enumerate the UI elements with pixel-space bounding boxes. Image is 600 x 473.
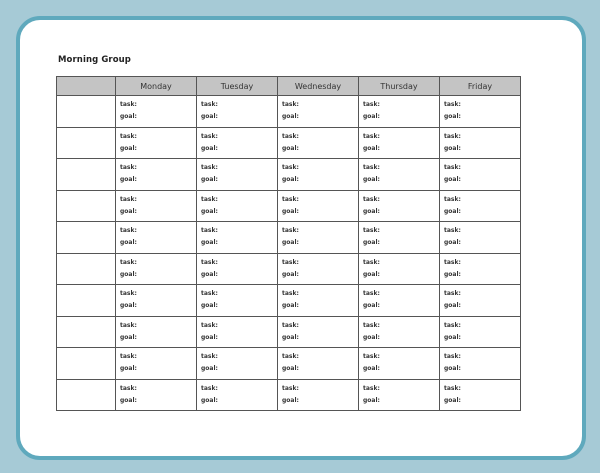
cell-thursday[interactable] xyxy=(359,96,440,128)
task-goal-block xyxy=(359,320,439,344)
goal-label: goal: xyxy=(363,365,380,373)
table-row xyxy=(57,127,521,159)
table-row xyxy=(57,379,521,411)
goal-label: goal: xyxy=(120,144,137,152)
task-goal-block xyxy=(278,131,358,155)
cell-friday[interactable] xyxy=(440,316,521,348)
task-goal-block xyxy=(359,194,439,218)
goal-label: goal: xyxy=(201,302,218,310)
task-goal-block xyxy=(197,288,277,312)
task-label: task: xyxy=(444,384,461,392)
goal-label: goal: xyxy=(363,333,380,341)
task-goal-block xyxy=(197,383,277,407)
goal-label: goal: xyxy=(120,113,137,121)
table-row xyxy=(57,159,521,191)
cell-thursday[interactable] xyxy=(359,379,440,411)
task-goal-block xyxy=(116,225,196,249)
goal-label: goal: xyxy=(282,176,299,184)
task-label: task: xyxy=(120,321,137,329)
task-label: task: xyxy=(120,164,137,172)
task-label: task: xyxy=(444,258,461,266)
task-label: task: xyxy=(282,353,299,361)
task-goal-block xyxy=(278,257,358,281)
cell-tuesday[interactable] xyxy=(197,159,278,191)
goal-label: goal: xyxy=(282,396,299,404)
task-goal-block xyxy=(116,288,196,312)
cell-monday[interactable] xyxy=(116,285,197,317)
task-goal-block xyxy=(278,162,358,186)
task-goal-block xyxy=(278,320,358,344)
cell-monday[interactable] xyxy=(116,127,197,159)
goal-label: goal: xyxy=(363,396,380,404)
task-goal-block xyxy=(278,288,358,312)
goal-label: goal: xyxy=(282,207,299,215)
cell-thursday[interactable] xyxy=(359,253,440,285)
task-label: task: xyxy=(201,195,218,203)
goal-label: goal: xyxy=(201,333,218,341)
task-goal-block xyxy=(197,194,277,218)
task-goal-block xyxy=(359,99,439,123)
student-name-cell[interactable] xyxy=(57,222,116,254)
cell-tuesday[interactable] xyxy=(197,285,278,317)
student-name-cell[interactable] xyxy=(57,96,116,128)
task-goal-block xyxy=(197,225,277,249)
task-goal-block xyxy=(440,225,520,249)
task-goal-block xyxy=(440,351,520,375)
task-label: task: xyxy=(363,384,380,392)
goal-label: goal: xyxy=(201,365,218,373)
task-goal-block xyxy=(116,162,196,186)
task-label: task: xyxy=(444,164,461,172)
goal-label: goal: xyxy=(444,207,461,215)
page-title: Morning Group xyxy=(58,55,131,65)
goal-label: goal: xyxy=(120,333,137,341)
task-goal-block xyxy=(359,131,439,155)
goal-label: goal: xyxy=(282,239,299,247)
cell-monday[interactable] xyxy=(116,253,197,285)
cell-tuesday[interactable] xyxy=(197,127,278,159)
cell-monday[interactable] xyxy=(116,96,197,128)
goal-label: goal: xyxy=(363,270,380,278)
task-goal-block xyxy=(116,99,196,123)
student-name-cell[interactable] xyxy=(57,285,116,317)
task-goal-block xyxy=(278,383,358,407)
task-label: task: xyxy=(201,384,218,392)
task-label: task: xyxy=(120,195,137,203)
task-goal-block xyxy=(116,257,196,281)
task-label: task: xyxy=(444,227,461,235)
task-label: task: xyxy=(282,227,299,235)
task-label: task: xyxy=(120,132,137,140)
task-label: task: xyxy=(282,164,299,172)
cell-tuesday[interactable] xyxy=(197,316,278,348)
task-label: task: xyxy=(282,101,299,109)
header-wednesday: Wednesday xyxy=(278,77,359,96)
goal-label: goal: xyxy=(120,176,137,184)
cell-thursday[interactable] xyxy=(359,222,440,254)
cell-thursday[interactable] xyxy=(359,127,440,159)
cell-wednesday[interactable] xyxy=(278,222,359,254)
task-label: task: xyxy=(201,321,218,329)
cell-thursday[interactable] xyxy=(359,159,440,191)
cell-thursday[interactable] xyxy=(359,190,440,222)
task-goal-block xyxy=(116,351,196,375)
student-name-cell[interactable] xyxy=(57,127,116,159)
goal-label: goal: xyxy=(444,176,461,184)
cell-monday[interactable] xyxy=(116,159,197,191)
goal-label: goal: xyxy=(363,113,380,121)
task-label: task: xyxy=(201,258,218,266)
cell-friday[interactable] xyxy=(440,379,521,411)
cell-wednesday[interactable] xyxy=(278,285,359,317)
task-label: task: xyxy=(363,290,380,298)
cell-friday[interactable] xyxy=(440,285,521,317)
task-goal-block xyxy=(197,99,277,123)
header-thursday: Thursday xyxy=(359,77,440,96)
task-label: task: xyxy=(282,258,299,266)
cell-wednesday[interactable] xyxy=(278,348,359,380)
table-row xyxy=(57,190,521,222)
student-name-cell[interactable] xyxy=(57,190,116,222)
cell-monday[interactable] xyxy=(116,190,197,222)
table-row xyxy=(57,222,521,254)
goal-label: goal: xyxy=(201,270,218,278)
task-goal-block xyxy=(440,162,520,186)
task-goal-block xyxy=(440,194,520,218)
cell-wednesday[interactable] xyxy=(278,159,359,191)
task-label: task: xyxy=(201,227,218,235)
cell-monday[interactable] xyxy=(116,222,197,254)
table-row xyxy=(57,253,521,285)
task-goal-block xyxy=(440,288,520,312)
task-goal-block xyxy=(440,99,520,123)
task-label: task: xyxy=(444,353,461,361)
table-row xyxy=(57,285,521,317)
goal-label: goal: xyxy=(363,176,380,184)
task-goal-block xyxy=(197,162,277,186)
goal-label: goal: xyxy=(444,396,461,404)
cell-thursday[interactable] xyxy=(359,348,440,380)
goal-label: goal: xyxy=(444,113,461,121)
header-row xyxy=(57,77,521,96)
task-goal-block xyxy=(440,257,520,281)
task-label: task: xyxy=(120,101,137,109)
goal-label: goal: xyxy=(120,207,137,215)
task-goal-block xyxy=(116,194,196,218)
cell-friday[interactable] xyxy=(440,348,521,380)
task-goal-block xyxy=(359,225,439,249)
goal-label: goal: xyxy=(120,365,137,373)
cell-monday[interactable] xyxy=(116,348,197,380)
student-name-cell[interactable] xyxy=(57,316,116,348)
student-name-cell[interactable] xyxy=(57,253,116,285)
header-monday: Monday xyxy=(116,77,197,96)
goal-label: goal: xyxy=(444,365,461,373)
student-name-cell[interactable] xyxy=(57,379,116,411)
goal-label: goal: xyxy=(282,302,299,310)
task-label: task: xyxy=(282,321,299,329)
goal-label: goal: xyxy=(120,302,137,310)
goal-label: goal: xyxy=(444,270,461,278)
task-label: task: xyxy=(201,101,218,109)
task-label: task: xyxy=(444,132,461,140)
cell-friday[interactable] xyxy=(440,190,521,222)
student-name-cell[interactable] xyxy=(57,348,116,380)
goal-label: goal: xyxy=(444,239,461,247)
task-label: task: xyxy=(120,353,137,361)
task-label: task: xyxy=(120,290,137,298)
task-label: task: xyxy=(363,164,380,172)
goal-label: goal: xyxy=(282,333,299,341)
task-goal-block xyxy=(197,351,277,375)
task-label: task: xyxy=(282,384,299,392)
task-goal-block xyxy=(278,99,358,123)
cell-tuesday[interactable] xyxy=(197,379,278,411)
task-goal-block xyxy=(197,131,277,155)
table-row xyxy=(57,348,521,380)
cell-friday[interactable] xyxy=(440,159,521,191)
goal-label: goal: xyxy=(201,207,218,215)
task-goal-block xyxy=(278,225,358,249)
task-label: task: xyxy=(120,384,137,392)
task-goal-block xyxy=(440,383,520,407)
goal-label: goal: xyxy=(201,396,218,404)
task-label: task: xyxy=(363,258,380,266)
task-goal-block xyxy=(116,383,196,407)
goal-label: goal: xyxy=(201,239,218,247)
goal-label: goal: xyxy=(282,270,299,278)
cell-tuesday[interactable] xyxy=(197,96,278,128)
cell-thursday[interactable] xyxy=(359,285,440,317)
cell-tuesday[interactable] xyxy=(197,222,278,254)
goal-label: goal: xyxy=(120,239,137,247)
task-goal-block xyxy=(359,288,439,312)
cell-friday[interactable] xyxy=(440,253,521,285)
task-label: task: xyxy=(120,258,137,266)
task-goal-block xyxy=(359,162,439,186)
task-label: task: xyxy=(444,290,461,298)
task-goal-block xyxy=(440,320,520,344)
goal-label: goal: xyxy=(282,113,299,121)
cell-monday[interactable] xyxy=(116,379,197,411)
task-goal-block xyxy=(278,194,358,218)
goal-label: goal: xyxy=(363,239,380,247)
goal-label: goal: xyxy=(201,144,218,152)
cell-friday[interactable] xyxy=(440,127,521,159)
schedule-body xyxy=(57,96,521,411)
task-label: task: xyxy=(444,321,461,329)
task-goal-block xyxy=(359,257,439,281)
task-goal-block xyxy=(116,131,196,155)
table-row xyxy=(57,316,521,348)
goal-label: goal: xyxy=(201,176,218,184)
goal-label: goal: xyxy=(363,207,380,215)
goal-label: goal: xyxy=(444,333,461,341)
task-goal-block xyxy=(197,320,277,344)
task-label: task: xyxy=(201,164,218,172)
cell-thursday[interactable] xyxy=(359,316,440,348)
header-tuesday: Tuesday xyxy=(197,77,278,96)
cell-monday[interactable] xyxy=(116,316,197,348)
cell-tuesday[interactable] xyxy=(197,190,278,222)
task-goal-block xyxy=(359,383,439,407)
cell-wednesday[interactable] xyxy=(278,190,359,222)
cell-wednesday[interactable] xyxy=(278,379,359,411)
task-goal-block xyxy=(197,257,277,281)
cell-wednesday[interactable] xyxy=(278,127,359,159)
cell-friday[interactable] xyxy=(440,96,521,128)
task-label: task: xyxy=(363,195,380,203)
goal-label: goal: xyxy=(363,302,380,310)
task-label: task: xyxy=(282,132,299,140)
task-label: task: xyxy=(444,101,461,109)
cell-friday[interactable] xyxy=(440,222,521,254)
task-label: task: xyxy=(363,321,380,329)
task-goal-block xyxy=(359,351,439,375)
schedule-table xyxy=(56,76,521,411)
table-row xyxy=(57,96,521,128)
task-label: task: xyxy=(444,195,461,203)
goal-label: goal: xyxy=(282,365,299,373)
header-friday: Friday xyxy=(440,77,521,96)
cell-wednesday[interactable] xyxy=(278,253,359,285)
goal-label: goal: xyxy=(444,302,461,310)
task-label: task: xyxy=(201,290,218,298)
student-name-cell[interactable] xyxy=(57,159,116,191)
task-goal-block xyxy=(440,131,520,155)
task-label: task: xyxy=(120,227,137,235)
task-label: task: xyxy=(282,195,299,203)
cell-tuesday[interactable] xyxy=(197,253,278,285)
goal-label: goal: xyxy=(363,144,380,152)
task-goal-block xyxy=(278,351,358,375)
task-label: task: xyxy=(201,132,218,140)
cell-tuesday[interactable] xyxy=(197,348,278,380)
header-blank xyxy=(57,77,116,96)
task-label: task: xyxy=(201,353,218,361)
task-label: task: xyxy=(363,132,380,140)
cell-wednesday[interactable] xyxy=(278,96,359,128)
goal-label: goal: xyxy=(201,113,218,121)
cell-wednesday[interactable] xyxy=(278,316,359,348)
task-label: task: xyxy=(363,353,380,361)
goal-label: goal: xyxy=(120,396,137,404)
goal-label: goal: xyxy=(120,270,137,278)
goal-label: goal: xyxy=(282,144,299,152)
task-goal-block xyxy=(116,320,196,344)
goal-label: goal: xyxy=(444,144,461,152)
task-label: task: xyxy=(363,227,380,235)
task-label: task: xyxy=(363,101,380,109)
task-label: task: xyxy=(282,290,299,298)
